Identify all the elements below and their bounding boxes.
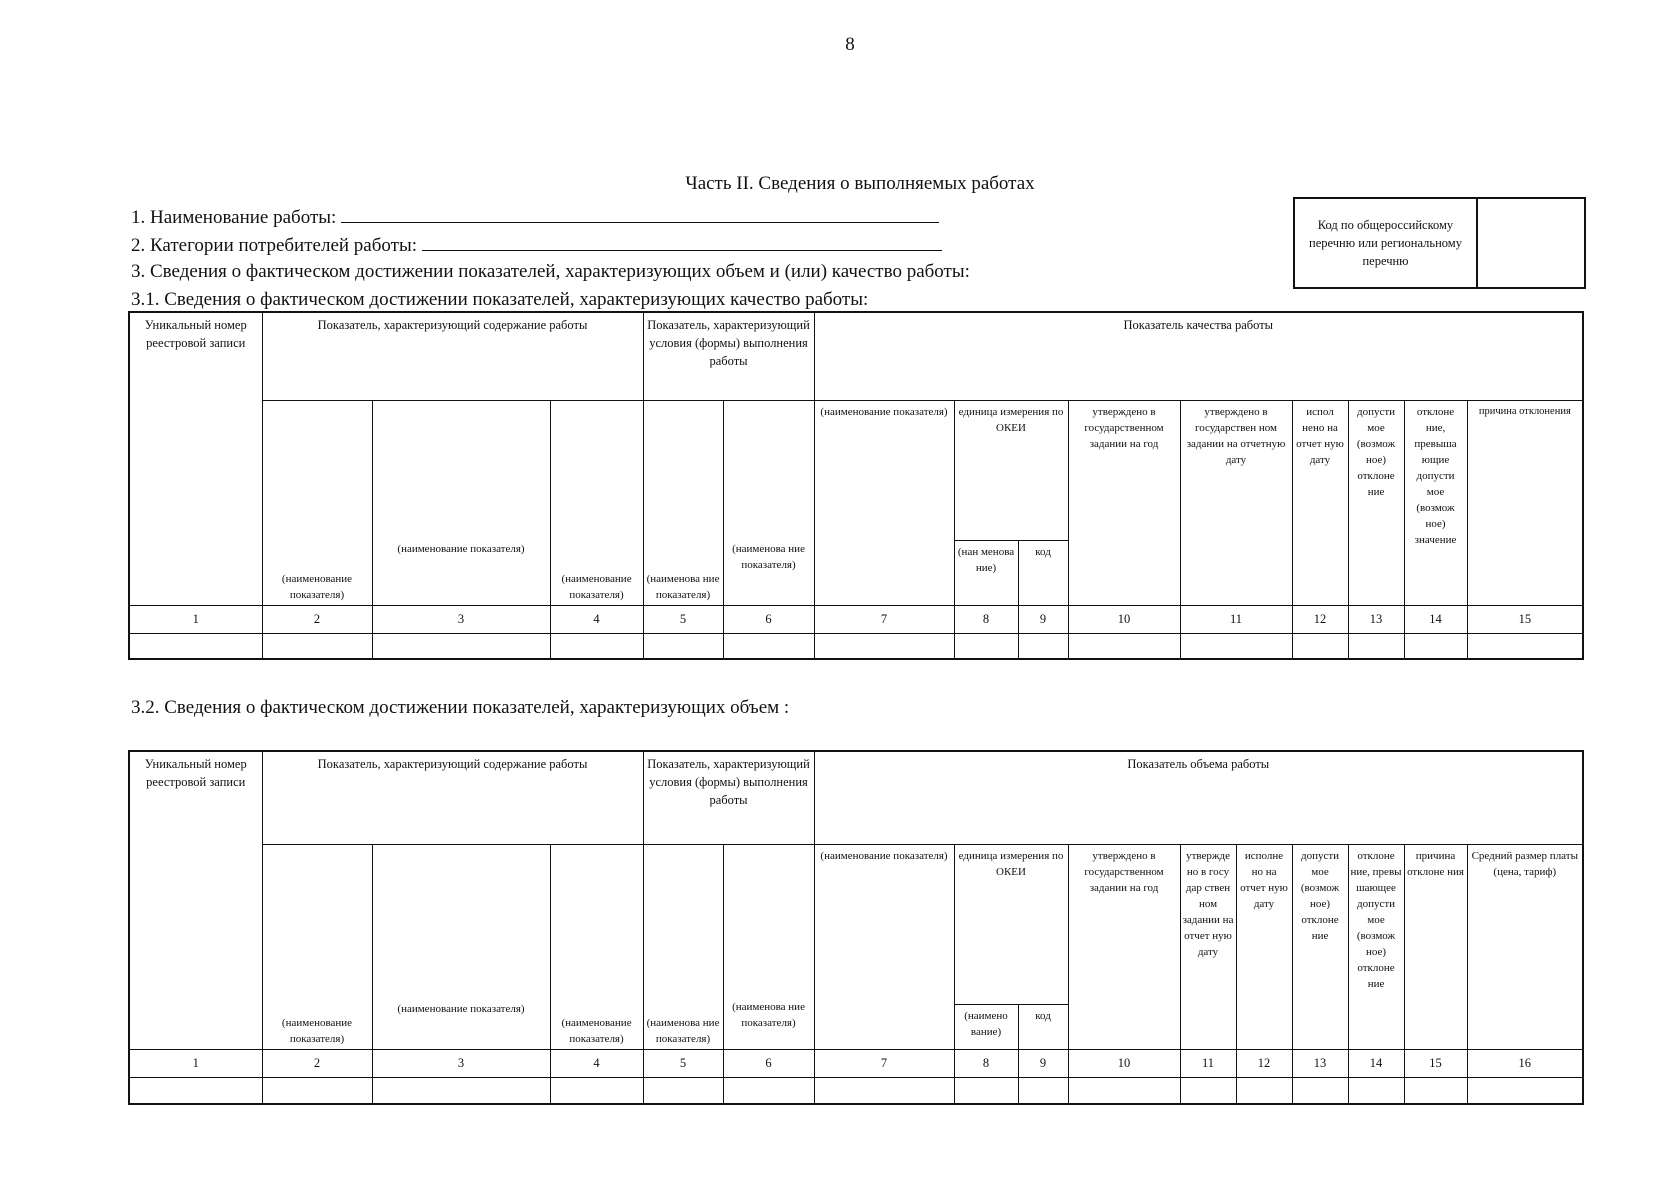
column-number: 14 [1404, 605, 1467, 633]
registry-code-box [1293, 197, 1586, 289]
quality-deviation-reason-header: причина отклонения [1467, 400, 1583, 605]
conditions-indicator-header: Показатель, характеризующий условия (формы) выполнения работы [643, 312, 814, 400]
content-name-3: (наименование показателя) [550, 400, 643, 605]
column-number: 5 [643, 605, 723, 633]
unique-registry-number-header: Уникальный номер реестровой записи [129, 751, 262, 1049]
data-cell[interactable] [129, 633, 262, 659]
data-cell[interactable] [723, 633, 814, 659]
data-cell[interactable] [1404, 633, 1467, 659]
quality-unit-header: единица измерения по ОКЕИ [954, 400, 1068, 540]
work-name-line [131, 205, 939, 229]
consumer-categories-blank[interactable] [422, 233, 942, 251]
quality-indicator-header: Показатель качества работы [814, 312, 1583, 400]
column-number: 12 [1292, 605, 1348, 633]
condition-name-2: (наименова ние показателя) [723, 844, 814, 1049]
column-number: 10 [1068, 605, 1180, 633]
volume-allowed-deviation-header: допусти мое (возмож ное) отклоне ние [1292, 844, 1348, 1049]
volume-data-row [129, 1077, 1583, 1104]
work-name-blank[interactable] [341, 205, 939, 223]
data-cell[interactable] [1018, 1077, 1068, 1104]
content-name-3: (наименование показателя) [550, 844, 643, 1049]
data-cell[interactable] [550, 633, 643, 659]
column-number: 4 [550, 605, 643, 633]
column-number: 6 [723, 605, 814, 633]
data-cell[interactable] [1018, 633, 1068, 659]
registry-code-label: Код по общероссийскому перечню или региональному перечню [1295, 199, 1478, 287]
volume-name-header: (наименование показателя) [814, 844, 954, 1049]
data-cell[interactable] [262, 1077, 372, 1104]
data-cell[interactable] [1068, 1077, 1180, 1104]
data-cell[interactable] [372, 1077, 550, 1104]
volume-unit-code-header: код [1018, 1004, 1068, 1049]
volume-unit-header: единица измерения по ОКЕИ [954, 844, 1068, 1004]
quality-table [128, 311, 1584, 660]
column-number: 9 [1018, 1049, 1068, 1077]
column-number: 13 [1292, 1049, 1348, 1077]
data-cell[interactable] [814, 633, 954, 659]
column-number: 16 [1467, 1049, 1583, 1077]
column-number: 11 [1180, 1049, 1236, 1077]
condition-name-2: (наименова ние показателя) [723, 400, 814, 605]
content-indicator-header: Показатель, характеризующий содержание работы [262, 312, 643, 400]
data-cell[interactable] [262, 633, 372, 659]
quality-done-header: испол нено на отчет ную дату [1292, 400, 1348, 605]
section-3-2-heading: 3.2. Сведения о фактическом достижении показателей, характеризующих объем : [131, 697, 790, 718]
volume-average-fee-header: Средний размер платы (цена, тариф) [1467, 844, 1583, 1049]
column-number: 8 [954, 605, 1018, 633]
column-number: 4 [550, 1049, 643, 1077]
column-number: 10 [1068, 1049, 1180, 1077]
part-title: Часть II. Сведения о выполняемых работах [685, 173, 1035, 194]
data-cell[interactable] [372, 633, 550, 659]
data-cell[interactable] [129, 1077, 262, 1104]
volume-approved-date-header: утвержде но в госу дар ствен ном задании на отчет ную дату [1180, 844, 1236, 1049]
data-cell[interactable] [1180, 1077, 1236, 1104]
volume-table [128, 750, 1584, 1105]
unique-registry-number-header: Уникальный номер реестровой записи [129, 312, 262, 605]
volume-exceed-deviation-header: отклоне ние, превы шающее допусти мое (возмож ное) отклоне ние [1348, 844, 1404, 1049]
column-number: 1 [129, 605, 262, 633]
column-number: 2 [262, 605, 372, 633]
page-number: 8 [845, 34, 855, 55]
quality-name-header: (наименование показателя) [814, 400, 954, 605]
data-cell[interactable] [1348, 1077, 1404, 1104]
column-number: 2 [262, 1049, 372, 1077]
column-number: 6 [723, 1049, 814, 1077]
quality-data-row [129, 633, 1583, 659]
volume-approved-year-header: утверждено в государственном задании на год [1068, 844, 1180, 1049]
column-number: 9 [1018, 605, 1068, 633]
content-name-1: (наименование показателя) [262, 844, 372, 1049]
condition-name-1: (наименова ние показателя) [643, 844, 723, 1049]
condition-name-1: (наименова ние показателя) [643, 400, 723, 605]
quality-unit-name-header: (нан менова ние) [954, 540, 1018, 605]
registry-code-value[interactable] [1478, 199, 1584, 287]
data-cell[interactable] [954, 1077, 1018, 1104]
section-3-heading: 3. Сведения о фактическом достижении показателей, характеризующих объем и (или) качество работы: [131, 261, 970, 282]
data-cell[interactable] [1292, 633, 1348, 659]
conditions-indicator-header: Показатель, характеризующий условия (формы) выполнения работы [643, 751, 814, 844]
data-cell[interactable] [1348, 633, 1404, 659]
work-name-label: 1. Наименование работы: [131, 207, 337, 228]
column-number: 7 [814, 605, 954, 633]
consumer-categories-line [131, 233, 942, 257]
data-cell[interactable] [550, 1077, 643, 1104]
data-cell[interactable] [954, 633, 1018, 659]
data-cell[interactable] [723, 1077, 814, 1104]
content-indicator-header: Показатель, характеризующий содержание работы [262, 751, 643, 844]
column-number: 5 [643, 1049, 723, 1077]
quality-allowed-deviation-header: допусти мое (возмож ное) отклоне ние [1348, 400, 1404, 605]
column-number: 12 [1236, 1049, 1292, 1077]
data-cell[interactable] [1467, 633, 1583, 659]
data-cell[interactable] [1236, 1077, 1292, 1104]
column-number: 3 [372, 1049, 550, 1077]
content-name-2: (наименование показателя) [372, 400, 550, 605]
volume-unit-name-header: (наимено вание) [954, 1004, 1018, 1049]
content-name-1: (наименование показателя) [262, 400, 372, 605]
data-cell[interactable] [1467, 1077, 1583, 1104]
column-number: 8 [954, 1049, 1018, 1077]
data-cell[interactable] [643, 1077, 723, 1104]
volume-indicator-header: Показатель объема работы [814, 751, 1583, 844]
data-cell[interactable] [643, 633, 723, 659]
data-cell[interactable] [814, 1077, 954, 1104]
column-number: 13 [1348, 605, 1404, 633]
data-cell[interactable] [1180, 633, 1292, 659]
data-cell[interactable] [1292, 1077, 1348, 1104]
quality-exceed-deviation-header: отклоне ние, превыша ющие допусти мое (возмож ное) значение [1404, 400, 1467, 605]
column-number: 11 [1180, 605, 1292, 633]
volume-deviation-reason-header: причина отклоне ния [1404, 844, 1467, 1049]
data-cell[interactable] [1404, 1077, 1467, 1104]
column-number: 7 [814, 1049, 954, 1077]
volume-done-header: исполне но на отчет ную дату [1236, 844, 1292, 1049]
consumer-categories-label: 2. Категории потребителей работы: [131, 235, 417, 256]
column-number: 15 [1467, 605, 1583, 633]
column-number: 15 [1404, 1049, 1467, 1077]
quality-column-numbers-row [129, 605, 1583, 633]
quality-approved-year-header: утверждено в государственном задании на год [1068, 400, 1180, 605]
volume-column-numbers-row [129, 1049, 1583, 1077]
data-cell[interactable] [1068, 633, 1180, 659]
quality-approved-date-header: утверждено в государствен ном задании на отчетную дату [1180, 400, 1292, 605]
column-number: 3 [372, 605, 550, 633]
column-number: 14 [1348, 1049, 1404, 1077]
section-3-1-heading: 3.1. Сведения о фактическом достижении показателей, характеризующих качество работы: [131, 289, 869, 310]
column-number: 1 [129, 1049, 262, 1077]
quality-unit-code-header: код [1018, 540, 1068, 605]
content-name-2: (наименование показателя) [372, 844, 550, 1049]
